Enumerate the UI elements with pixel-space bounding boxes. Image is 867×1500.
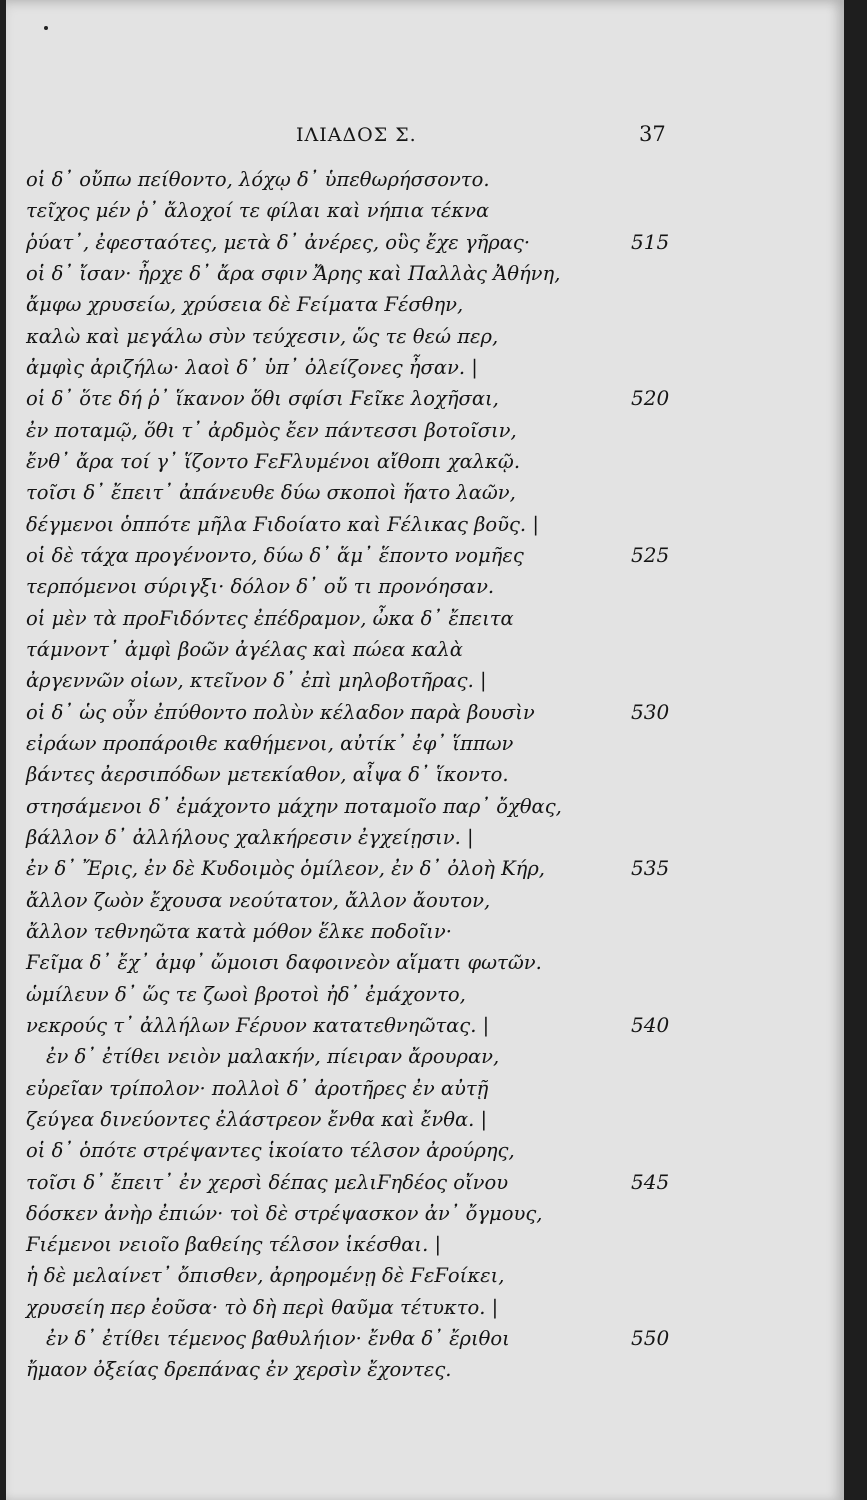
verse-text: τοῖσι δ᾽ ἔπειτ᾽ ἐν χερσὶ δέπας μελιϜηδέος οἴνου xyxy=(26,1170,509,1194)
ink-speck xyxy=(44,26,48,30)
verse-text: οἱ δὲ τάχα προγένοντο, δύω δ᾽ ἅμ᾽ ἕποντο νομῆες xyxy=(26,543,524,567)
verse-text: οἱ δ᾽ ὁπότε στρέψαντες ἱκοίατο τέλσον ἀρούρης, xyxy=(26,1139,515,1163)
verse-text: εὐρεῖαν τρίπολον· πολλοὶ δ᾽ ἀροτῆρες ἐν αὐτῇ xyxy=(26,1076,489,1100)
verse-text: ἐν δ᾽ Ἔρις, ἐν δὲ Κυδοιμὸς ὁμίλεον, ἐν δ᾽ ὀλοὴ Κήρ, xyxy=(26,857,546,881)
verse-line xyxy=(26,1167,844,1198)
verse-text: δέγμενοι ὁππότε μῆλα Ϝιδοίατο καὶ Ϝέλικας βοῦς. | xyxy=(26,512,539,536)
line-number: 530 xyxy=(631,699,670,724)
verse-line xyxy=(26,634,844,665)
verse-line xyxy=(26,1135,844,1166)
verse-line xyxy=(26,1323,844,1354)
verse-text: οἱ δ᾽ οὔπω πείθοντο, λόχῳ δ᾽ ὑπεθωρήσσοντο. xyxy=(26,168,490,191)
line-number: 520 xyxy=(631,386,670,411)
verse-text: Ϝεῖμα δ᾽ ἔχ᾽ ἀμφ᾽ ὤμοισι δαφοινεὸν αἵματι φωτῶν. xyxy=(26,951,542,975)
verse-text: ὡμίλευν δ᾽ ὥς τε ζωοὶ βροτοὶ ἠδ᾽ ἐμάχοντο, xyxy=(26,982,466,1006)
verse-line xyxy=(26,1292,844,1323)
verse-line xyxy=(26,885,844,916)
line-number: 535 xyxy=(631,856,670,881)
verse-text: ἐν δ᾽ ἐτίθει νειὸν μαλακήν, πίειραν ἄρουραν, xyxy=(46,1045,500,1069)
verse-line xyxy=(26,1260,844,1291)
verse-line xyxy=(26,446,844,477)
book-page xyxy=(6,0,844,1500)
line-number: 525 xyxy=(631,542,670,567)
verse-line xyxy=(26,1229,844,1260)
verse-line xyxy=(26,979,844,1010)
verse-text: τάμνοντ᾽ ἀμφὶ βοῶν ἀγέλας καὶ πώεα καλὰ xyxy=(26,637,463,661)
verse-text: ῥύατ᾽, ἐφεσταότες, μετὰ δ᾽ ἀνέρες, οὓς ἔχε γῆρας· xyxy=(26,230,531,254)
verse-block xyxy=(26,164,844,1386)
verse-text: τερπόμενοι σύριγξι· δόλον δ᾽ οὔ τι προνόησαν. xyxy=(26,575,495,599)
verse-text: οἱ δ᾽ ἴσαν· ἦρχε δ᾽ ἄρα σφιν Ἄρης καὶ Παλλὰς Ἀθήνη, xyxy=(26,261,561,285)
verse-text: ἀργεννῶν οἰων, κτεῖνον δ᾽ ἐπὶ μηλοβοτῆρας. | xyxy=(26,669,487,693)
line-number: 515 xyxy=(631,229,670,254)
verse-text: ἤμαον ὀξείας δρεπάνας ἐν χερσὶν ἔχοντες. xyxy=(26,1358,452,1382)
verse-text: ἐν δ᾽ ἐτίθει τέμενος βαθυλήιον· ἔνθα δ᾽ ἔριθοι xyxy=(46,1327,510,1351)
verse-line xyxy=(26,697,844,728)
line-number: 545 xyxy=(631,1169,670,1194)
verse-line xyxy=(26,1198,844,1229)
verse-text: ἀμφὶς ἀριζήλω· λαοὶ δ᾽ ὑπ᾽ ὀλείζονες ἦσαν. | xyxy=(26,355,478,379)
verse-text: ἄμφω χρυσείω, χρύσεια δὲ Ϝείματα Ϝέσθην, xyxy=(26,293,464,317)
verse-text: ἄλλον ζωὸν ἔχουσα νεούτατον, ἄλλον ἄουτον, xyxy=(26,888,491,912)
verse-line xyxy=(26,1104,844,1135)
verse-text: οἱ δ᾽ ὡς οὖν ἐπύθοντο πολὺν κέλαδον παρὰ βουσὶν xyxy=(26,700,535,724)
verse-line xyxy=(26,509,844,540)
verse-line xyxy=(26,1041,844,1072)
verse-text: δόσκεν ἀνὴρ ἐπιών· τοὶ δὲ στρέψασκον ἀν᾽ ὄγμους, xyxy=(26,1201,543,1225)
verse-line xyxy=(26,1354,844,1385)
verse-text: χρυσείη περ ἐοῦσα· τὸ δὴ περὶ θαῦμα τέτυκτο. | xyxy=(26,1295,499,1319)
verse-line xyxy=(26,916,844,947)
verse-line xyxy=(26,195,844,226)
verse-line xyxy=(26,1073,844,1104)
verse-line xyxy=(26,477,844,508)
verse-line xyxy=(26,728,844,759)
verse-text: καλὼ καὶ μεγάλω σὺν τεύχεσιν, ὥς τε θεώ περ, xyxy=(26,324,499,348)
verse-text: ζεύγεα δινεύοντες ἐλάστρεον ἔνθα καὶ ἔνθα. | xyxy=(26,1107,488,1131)
verse-line xyxy=(26,759,844,790)
verse-line xyxy=(26,415,844,446)
verse-line xyxy=(26,822,844,853)
verse-line xyxy=(26,289,844,320)
line-number: 550 xyxy=(631,1326,670,1351)
verse-line xyxy=(26,383,844,414)
verse-line xyxy=(26,1010,844,1041)
verse-text: οἱ μὲν τὰ προϜιδόντες ἐπέδραμον, ὦκα δ᾽ ἔπειτα xyxy=(26,606,514,630)
verse-text: οἱ δ᾽ ὅτε δή ῥ᾽ ἵκανον ὅθι σφίσι Ϝεῖκε λοχῆσαι, xyxy=(26,387,499,411)
verse-text: Ϝιέμενοι νειοῖο βαθείης τέλσον ἱκέσθαι. | xyxy=(26,1233,442,1257)
verse-line xyxy=(26,258,844,289)
line-number: 540 xyxy=(631,1012,670,1037)
verse-line xyxy=(26,571,844,602)
verse-text: στησάμενοι δ᾽ ἐμάχοντο μάχην ποταμοῖο παρ᾽ ὄχθας, xyxy=(26,794,562,818)
verse-line xyxy=(26,791,844,822)
verse-line xyxy=(26,947,844,978)
verse-line xyxy=(26,227,844,258)
verse-text: ἔνθ᾽ ἄρα τοί γ᾽ ἵζοντο ϜεϜλυμένοι αἴθοπι χαλκῷ. xyxy=(26,449,521,473)
verse-line xyxy=(26,665,844,696)
verse-line xyxy=(26,321,844,352)
verse-text: τεῖχος μέν ῥ᾽ ἄλοχοί τε φίλαι καὶ νήπια τέκνα xyxy=(26,199,490,223)
running-head: ΙΛΙΑΔΟΣ Σ. xyxy=(296,124,417,146)
verse-text: εἰράων προπάροιθε καθήμενοι, αὐτίκ᾽ ἐφ᾽ ἵππων xyxy=(26,731,514,755)
verse-line xyxy=(26,164,844,195)
verse-line xyxy=(26,853,844,884)
page-number: 37 xyxy=(639,122,666,146)
verse-line xyxy=(26,540,844,571)
verse-text: τοῖσι δ᾽ ἔπειτ᾽ ἀπάνευθε δύω σκοποὶ ἥατο λαῶν, xyxy=(26,481,516,505)
verse-line xyxy=(26,352,844,383)
verse-text: ἄλλον τεθνηῶτα κατὰ μόθον ἕλκε ποδοῖιν· xyxy=(26,919,452,943)
verse-text: ἡ δὲ μελαίνετ᾽ ὄπισθεν, ἀρηρομένῃ δὲ ϜεϜοίκει, xyxy=(26,1264,505,1288)
verse-text: βάντες ἀερσιπόδων μετεκίαθον, αἶψα δ᾽ ἵκοντο. xyxy=(26,763,509,787)
verse-text: βάλλον δ᾽ ἀλλήλους χαλκήρεσιν ἐγχείῃσιν. | xyxy=(26,825,474,849)
verse-text: νεκρούς τ᾽ ἀλλήλων Ϝέρυον κατατεθνηῶτας. | xyxy=(26,1013,490,1037)
verse-text: ἐν ποταμῷ, ὅθι τ᾽ ἀρδμὸς ἔεν πάντεσσι βοτοῖσιν, xyxy=(26,418,517,442)
verse-line xyxy=(26,603,844,634)
